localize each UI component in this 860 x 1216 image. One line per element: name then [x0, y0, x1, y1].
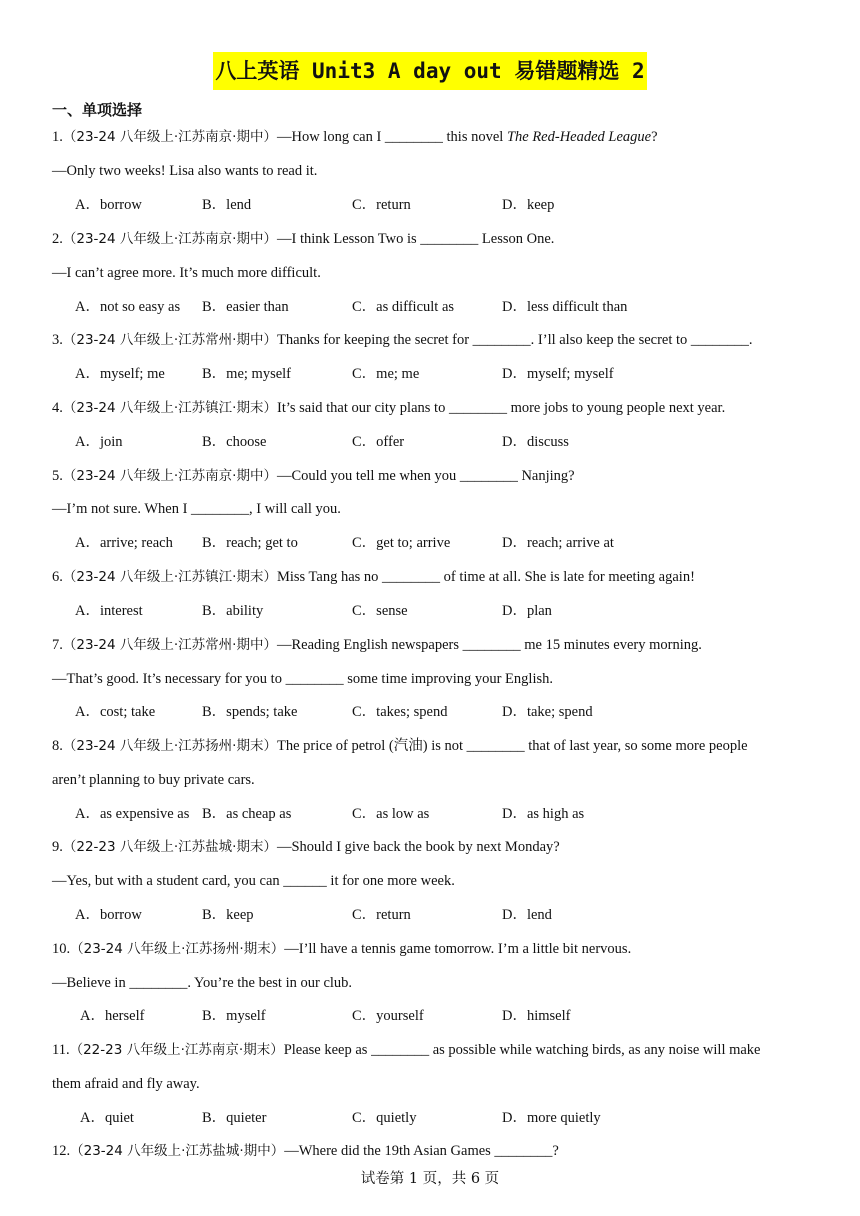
question-number: 5.: [52, 468, 63, 484]
question-text: —I’ll have a tennis game tomorrow. I’m a little bit nervous.: [284, 941, 632, 957]
question-text: —I think Lesson Two is ________ Lesson One.: [276, 231, 555, 247]
option-d[interactable]: D．myself; myself: [502, 366, 614, 382]
option-a[interactable]: A．borrow: [75, 197, 142, 213]
question-number: 2.: [52, 231, 63, 247]
option-d[interactable]: D．reach; arrive at: [502, 535, 614, 551]
option-c[interactable]: C．quietly: [352, 1110, 417, 1126]
question-2: [52, 229, 554, 249]
question-number: 12.: [52, 1143, 71, 1159]
question-text: Miss Tang has no ________ of time at all. She is late for meeting again!: [276, 569, 695, 585]
question-number: 10.: [52, 941, 71, 957]
option-b[interactable]: B．choose: [202, 434, 267, 450]
question-3: [52, 330, 753, 350]
question-11: [52, 1040, 761, 1060]
question-12: [52, 1141, 559, 1161]
option-c[interactable]: C．takes; spend: [352, 704, 448, 720]
option-c[interactable]: C．as low as: [352, 806, 430, 822]
option-d[interactable]: D．lend: [502, 907, 552, 923]
question-1-continuation: —Only two weeks! Lisa also wants to read it.: [52, 163, 318, 179]
question-source: （23-24 八年级上·江苏镇江·期末）: [62, 569, 277, 585]
question-5: [52, 466, 575, 486]
question-source: （23-24 八年级上·江苏盐城·期中）: [70, 1143, 285, 1159]
question-number: 11.: [52, 1042, 70, 1058]
option-a[interactable]: A．myself; me: [75, 366, 165, 382]
option-b[interactable]: B．myself: [202, 1008, 266, 1024]
option-b[interactable]: B．reach; get to: [202, 535, 298, 551]
question-9-continuation: —Yes, but with a student card, you can ______ it for one more week.: [52, 873, 455, 889]
option-b[interactable]: B．ability: [202, 603, 264, 619]
question-source: （22-23 八年级上·江苏南京·期末）: [69, 1042, 284, 1058]
question-text-end: ?: [651, 129, 658, 145]
question-text: Thanks for keeping the secret for ________. I’ll also keep the secret to ________.: [276, 332, 753, 348]
question-8: [52, 736, 748, 756]
option-d[interactable]: D．discuss: [502, 434, 569, 450]
option-a[interactable]: A．interest: [75, 603, 143, 619]
question-11-continuation: them afraid and fly away.: [52, 1076, 200, 1092]
book-title: The Red-Headed League: [506, 129, 652, 145]
option-c[interactable]: C．return: [352, 197, 411, 213]
option-b[interactable]: B．easier than: [202, 299, 289, 315]
question-number: 8.: [52, 738, 63, 754]
question-source: （23-24 八年级上·江苏南京·期中）: [62, 129, 277, 145]
option-a[interactable]: A．cost; take: [75, 704, 156, 720]
section-heading: 一、单项选择: [52, 101, 143, 119]
question-source: （22-23 八年级上·江苏盐城·期末）: [62, 839, 277, 855]
question-number: 9.: [52, 839, 63, 855]
question-2-continuation: —I can’t agree more. It’s much more difficult.: [52, 265, 321, 281]
option-b[interactable]: B．as cheap as: [202, 806, 292, 822]
option-b[interactable]: B．keep: [202, 907, 254, 923]
question-10-continuation: —Believe in ________. You’re the best in our club.: [52, 975, 353, 991]
option-b[interactable]: B．lend: [202, 197, 252, 213]
option-a[interactable]: A．borrow: [75, 907, 142, 923]
option-d[interactable]: D．take; spend: [502, 704, 593, 720]
question-7: [52, 635, 702, 655]
option-b[interactable]: B．spends; take: [202, 704, 298, 720]
question-source: （23-24 八年级上·江苏扬州·期末）: [70, 941, 285, 957]
question-text: —Could you tell me when you ________ Nanjing?: [276, 468, 575, 484]
question-7-continuation: —That’s good. It’s necessary for you to ________ some time improving your English.: [52, 671, 553, 687]
option-c[interactable]: C．as difficult as: [352, 299, 455, 315]
option-d[interactable]: D．more quietly: [502, 1110, 601, 1126]
question-text: It’s said that our city plans to ________ more jobs to young people next year.: [276, 400, 726, 416]
question-4: [52, 398, 725, 418]
option-c[interactable]: C．me; me: [352, 366, 420, 382]
option-a[interactable]: A．as expensive as: [75, 806, 190, 822]
question-source: （23-24 八年级上·江苏南京·期中）: [62, 231, 277, 247]
option-d[interactable]: D．himself: [502, 1008, 571, 1024]
option-a[interactable]: A．quiet: [80, 1110, 134, 1126]
question-text: Please keep as ________ as possible while watching birds, as any noise will make: [283, 1042, 761, 1058]
option-b[interactable]: B．me; myself: [202, 366, 292, 382]
question-source: （23-24 八年级上·江苏扬州·期末）: [62, 738, 277, 754]
option-a[interactable]: A．arrive; reach: [75, 535, 173, 551]
page-title: 八上英语 Unit3 A day out 易错题精选 2: [213, 52, 646, 90]
question-text: —How long can I ________ this novel: [276, 129, 507, 145]
question-number: 3.: [52, 332, 63, 348]
option-a[interactable]: A．join: [75, 434, 123, 450]
question-number: 7.: [52, 637, 63, 653]
option-d[interactable]: D．less difficult than: [502, 299, 628, 315]
option-d[interactable]: D．as high as: [502, 806, 585, 822]
question-source: （23-24 八年级上·江苏镇江·期末）: [62, 400, 277, 416]
question-source: （23-24 八年级上·江苏常州·期中）: [62, 332, 277, 348]
question-text: —Reading English newspapers ________ me 15 minutes every morning.: [276, 637, 702, 653]
question-10: [52, 939, 631, 959]
question-number: 6.: [52, 569, 63, 585]
question-6: [52, 567, 695, 587]
question-9: [52, 837, 560, 857]
question-1: [52, 127, 658, 147]
option-c[interactable]: C．get to; arrive: [352, 535, 451, 551]
question-source: （23-24 八年级上·江苏常州·期中）: [62, 637, 277, 653]
option-c[interactable]: C．yourself: [352, 1008, 424, 1024]
question-number: 1.: [52, 129, 63, 145]
question-text: —Should I give back the book by next Monday?: [276, 839, 560, 855]
question-text: —Where did the 19th Asian Games ________?: [284, 1143, 559, 1159]
option-c[interactable]: C．offer: [352, 434, 405, 450]
question-number: 4.: [52, 400, 63, 416]
option-a[interactable]: A．not so easy as: [75, 299, 181, 315]
question-5-continuation: —I’m not sure. When I ________, I will call you.: [52, 501, 341, 517]
option-c[interactable]: C．sense: [352, 603, 408, 619]
option-d[interactable]: D．keep: [502, 197, 555, 213]
title-wrap: [0, 52, 860, 90]
option-c[interactable]: C．return: [352, 907, 411, 923]
question-8-continuation: aren’t planning to buy private cars.: [52, 772, 255, 788]
option-b[interactable]: B．quieter: [202, 1110, 267, 1126]
question-text: The price of petrol (汽油) is not ________ that of last year, so some more people: [276, 738, 748, 754]
option-d[interactable]: D．plan: [502, 603, 552, 619]
question-source: （23-24 八年级上·江苏南京·期中）: [62, 468, 277, 484]
option-a[interactable]: A．herself: [80, 1008, 145, 1024]
page-footer: 试卷第 1 页，共 6 页: [360, 1171, 500, 1187]
